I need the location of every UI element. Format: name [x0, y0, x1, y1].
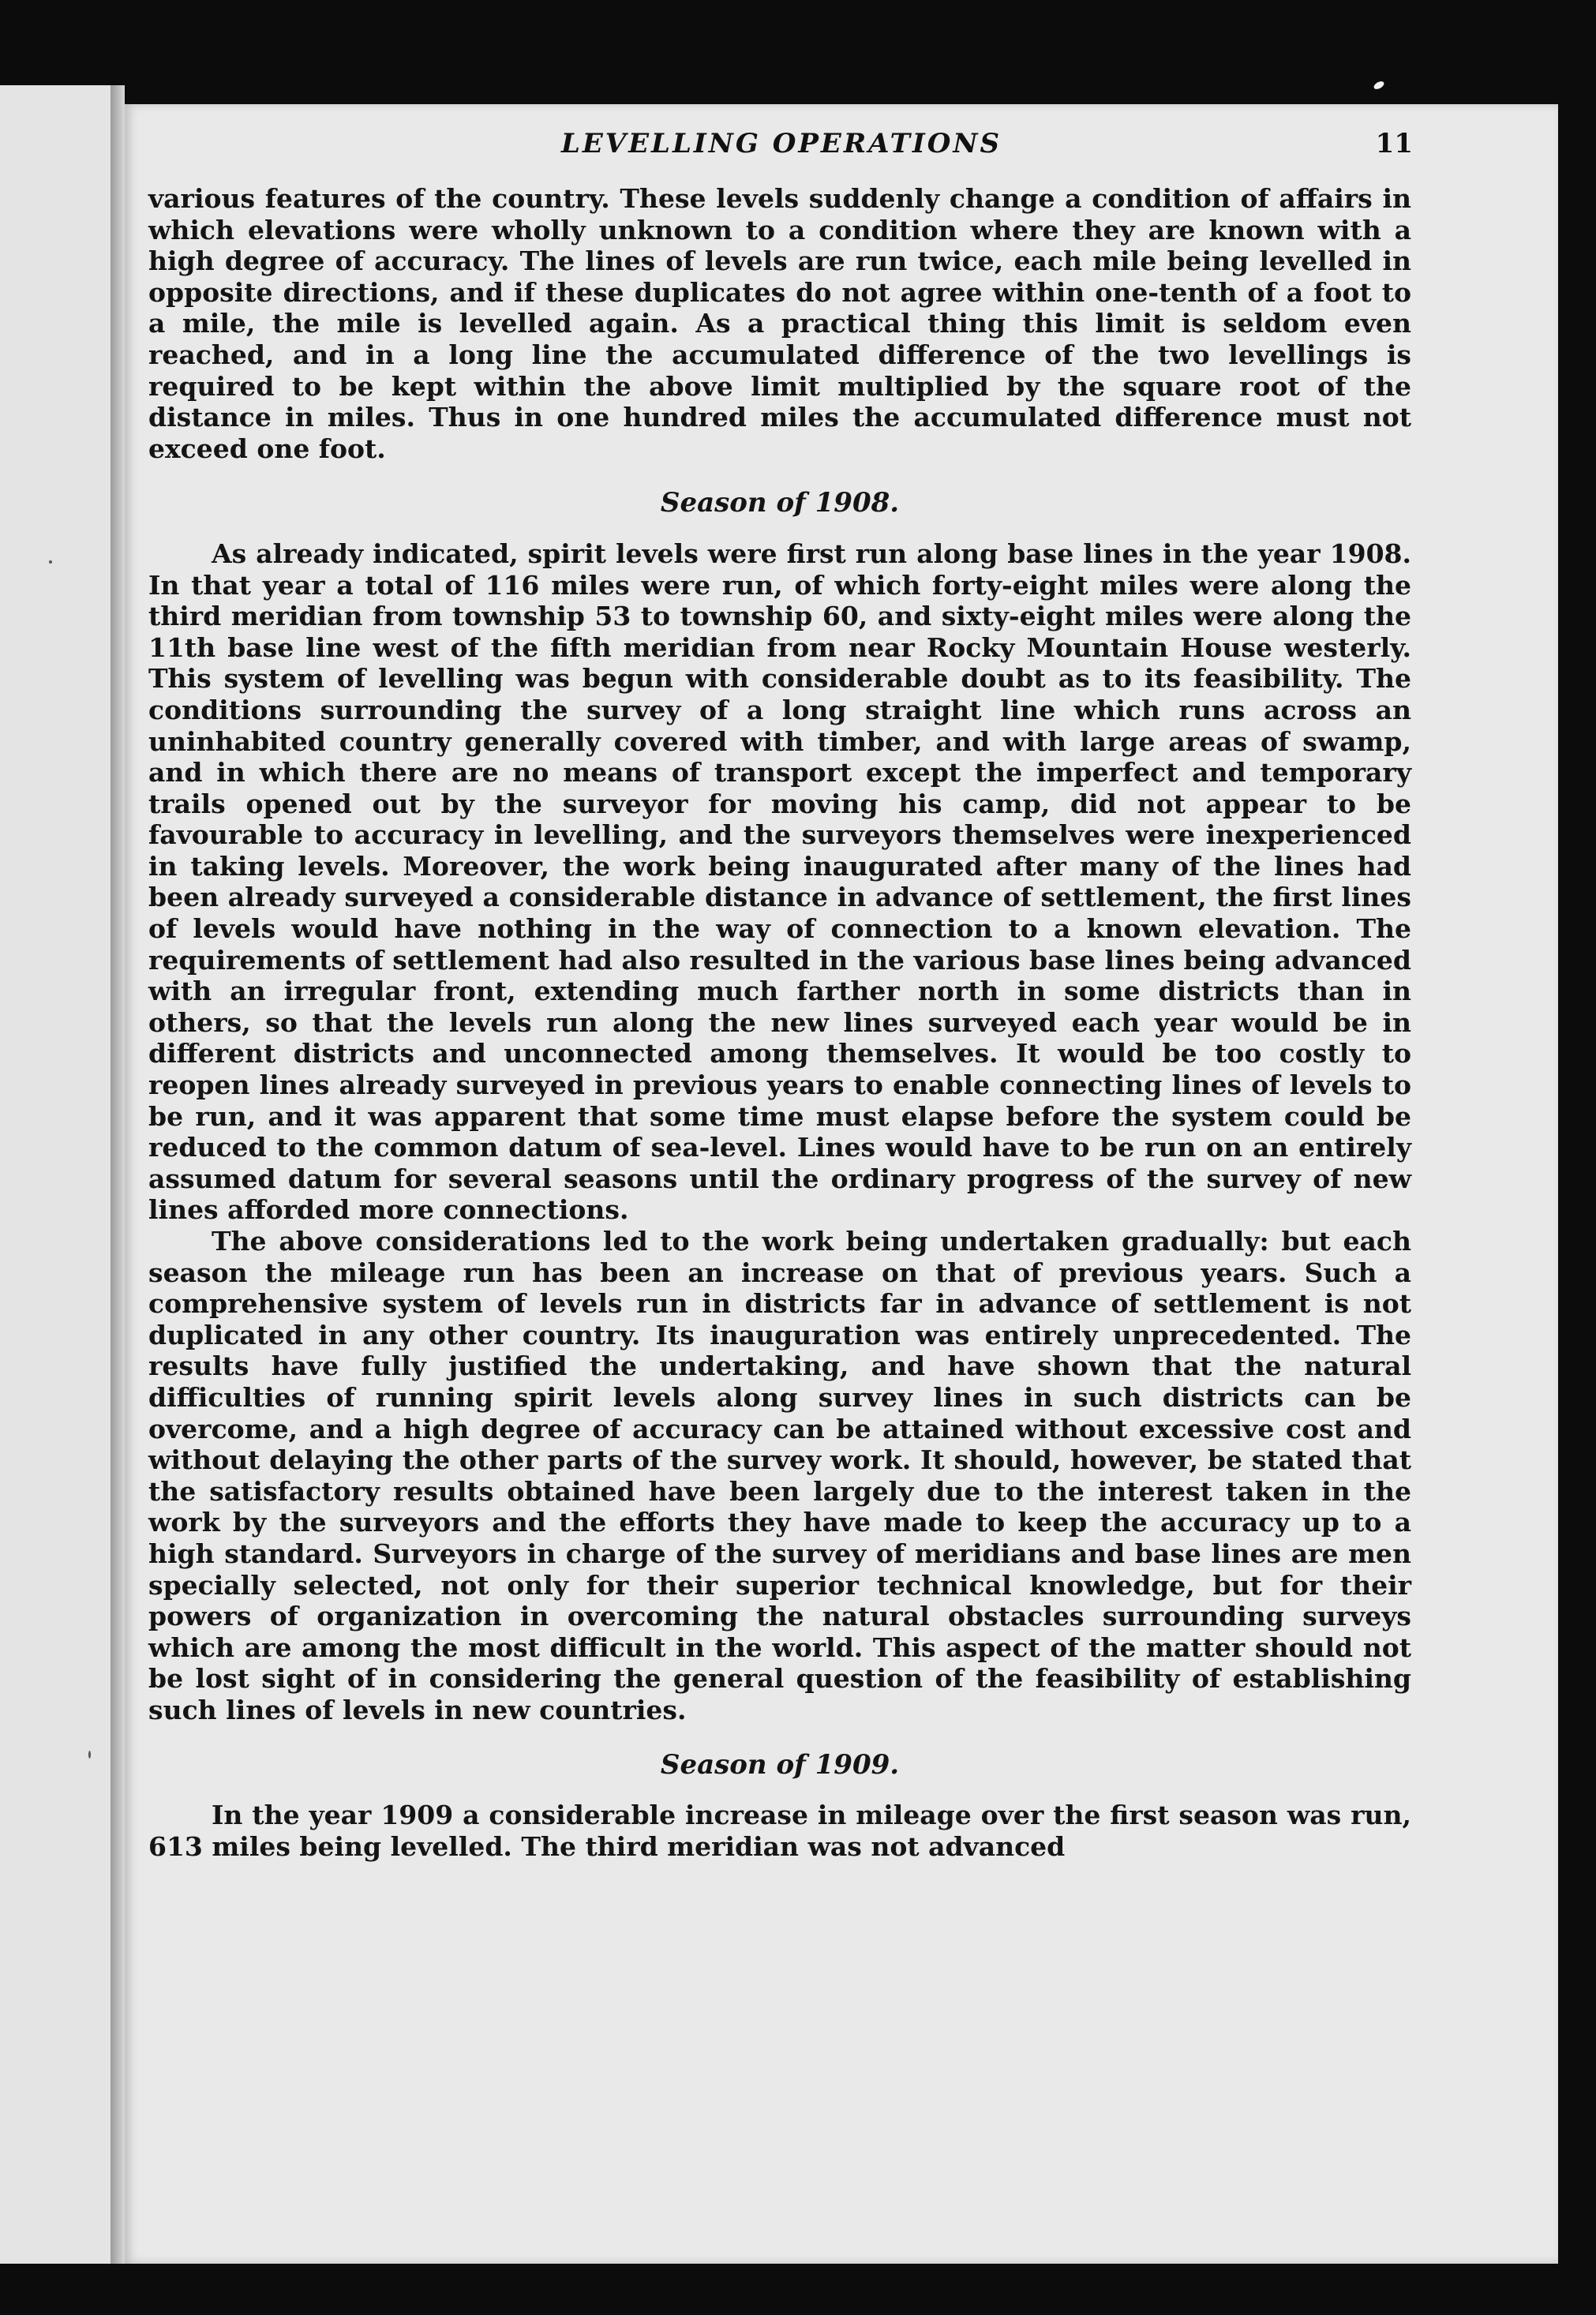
binding-shadow	[111, 85, 125, 2264]
running-head: LEVELLING OPERATIONS	[560, 128, 1002, 159]
page-header	[150, 128, 1413, 167]
section-heading-1908: Season of 1908.	[660, 487, 900, 519]
paragraph-1909: In the year 1909 a considerable increase in mileage over the first season was run, 613 miles being levelled. The third meridian was not advanced	[148, 1800, 1411, 1862]
paragraph-1908-b: The above considerations led to the work being undertaken gradually: but each season the mileage run has been an increase on that of previous years. Such a comprehensive system of levels run in districts far in advance of settlement is not duplicated in any other country. Its inauguration was entirely unprecedented. The results have fully justified the undertaking, and have shown that the natural difficulties of running spirit levels along survey lines in such districts can be overcome, and a high degree of accuracy can be attained without excessive cost and without delaying the other parts of the survey work. It should, however, be stated that the satisfactory results obtained have been largely due to the interest taken in the work by the surveyors and the efforts they have made to keep the accuracy up to a high standard. Surveyors in charge of the survey of meridians and base lines are men specially selected, not only for their superior technical knowledge, but for their powers of organization in overcoming the natural obstacles surrounding surveys which are among the most difficult in the world. This aspect of the matter should not be lost sight of in considering the general question of the feasibility of establishing such lines of levels in new countries.	[148, 1226, 1411, 1725]
scan-speck	[49, 560, 52, 564]
paragraph-continuation: various features of the country. These levels suddenly change a condition of affairs in which elevations were wholly unknown to a condition where they are known with a high degree of accuracy. The lines of levels are run twice, each mile being levelled in opposite directions, and if these duplicates do not agree within one-tenth of a foot to a mile, the mile is levelled again. As a practical thing this limit is seldom even reached, and in a long line the accumulated difference of the two levellings is required to be kept within the above limit multiplied by the square root of the distance in miles. Thus in one hundred miles the accumulated difference must not exceed one foot.	[148, 183, 1411, 464]
paragraph-1908-a: As already indicated, spirit levels were first run along base lines in the year 1908. In that year a total of 116 miles were run, of which forty-eight miles were along the third meridian from township 53 to township 60, and sixty-eight miles were along the 11th base line west of the fifth meridian from near Rocky Mountain House westerly. This system of levelling was begun with considerable doubt as to its feasibility. The conditions surrounding the survey of a long straight line which runs across an uninhabited country generally covered with timber, and with large areas of swamp, and in which there are no means of transport except the imperfect and temporary trails opened out by the surveyor for moving his camp, did not appear to be favourable to accuracy in levelling, and the surveyors themselves were inexperienced in taking levels. Moreover, the work being inaugurated after many of the lines had been already surveyed a considerable distance in advance of settlement, the first lines of levels would have nothing in the way of connection to a known elevation. The requirements of settlement had also resulted in the various base lines being advanced with an irregular front, extending much farther north in some districts than in others, so that the levels run along the new lines surveyed each year would be in different districts and unconnected among themselves. It would be too costly to reopen lines already surveyed in previous years to enable connecting lines of levels to be run, and it was apparent that some time must elapse before the system could be reduced to the common datum of sea-level. Lines would have to be run on an entirely assumed datum for several seasons until the ordinary progress of the survey of new lines afforded more connections.	[148, 538, 1412, 1226]
section-heading-1909: Season of 1909.	[660, 1748, 900, 1781]
scan-speck	[88, 1751, 91, 1759]
facing-page-edge	[0, 85, 121, 2264]
page-number: 11	[1375, 128, 1413, 159]
body-text	[148, 183, 1411, 1862]
scan-speck	[1373, 80, 1385, 91]
